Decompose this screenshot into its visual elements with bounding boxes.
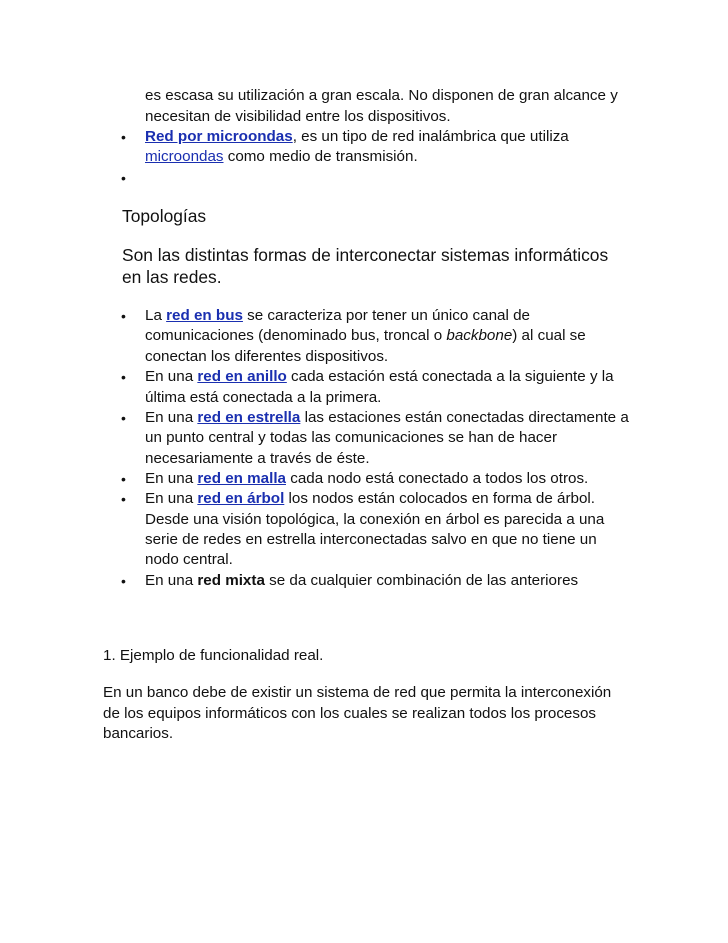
list-item-continuation: es escasa su utilización a gran escala. No disponen de gran alcance y — [145, 87, 618, 104]
link-red-en-bus[interactable]: red en bus — [166, 307, 243, 324]
list-item-anillo: En una red en anillo cada estación está conectada a la siguiente y la — [145, 368, 614, 385]
link-red-en-estrella[interactable]: red en estrella — [197, 409, 301, 426]
link-red-por-microondas[interactable]: Red por microondas — [145, 128, 293, 145]
list-item-bus: La red en bus se caracteriza por tener un único canal de — [145, 307, 530, 324]
section-heading-ejemplo: 1. Ejemplo de funcionalidad real. — [103, 647, 324, 664]
list-item-arbol-line2: Desde una visión topológica, la conexión en árbol es parecida a una — [145, 511, 605, 528]
list-item-arbol-line4: nodo central. — [145, 551, 233, 568]
list-item-bus-line3: conectan los diferentes dispositivos. — [145, 348, 389, 365]
bullet-icon: • — [121, 491, 126, 507]
list-item-estrella-line2: un punto central y todas las comunicaciones se han de hacer — [145, 429, 558, 446]
bullet-icon: • — [121, 129, 126, 145]
paragraph-ejemplo: En un banco debe de existir un sistema de red que permita la interconexión — [103, 684, 612, 701]
bullet-icon: • — [121, 308, 126, 324]
paragraph-ejemplo: de los equipos informáticos con los cuales se realizan todos los procesos — [103, 705, 597, 722]
list-item-mixta: En una red mixta se da cualquier combinación de las anteriores — [145, 572, 579, 589]
paragraph-ejemplo: bancarios. — [103, 725, 174, 742]
bullet-icon: • — [121, 471, 126, 487]
list-item-microwave: Red por microondas, es un tipo de red inalámbrica que utiliza — [145, 128, 569, 145]
bullet-icon: • — [121, 170, 126, 186]
link-red-en-malla[interactable]: red en malla — [197, 470, 286, 487]
section-heading-topologias: Topologías — [122, 206, 207, 226]
paragraph-intro: Son las distintas formas de interconectar sistemas informáticos — [122, 245, 609, 265]
list-item-continuation: necesitan de visibilidad entre los dispositivos. — [145, 108, 451, 125]
bullet-icon: • — [121, 573, 126, 589]
list-item-arbol: En una red en árbol los nodos están colocados en forma de árbol. — [145, 490, 595, 507]
bullet-icon: • — [121, 410, 126, 426]
list-item-estrella: En una red en estrella las estaciones están conectadas directamente a — [145, 409, 629, 426]
link-red-en-anillo[interactable]: red en anillo — [197, 368, 287, 385]
list-item-malla: En una red en malla cada nodo está conectado a todos los otros. — [145, 470, 589, 487]
link-microondas[interactable]: microondas — [145, 148, 224, 165]
list-item-arbol-line3: serie de redes en estrella interconectadas salvo en que no tiene un — [145, 531, 597, 548]
bullet-icon: • — [121, 369, 126, 385]
link-red-en-arbol[interactable]: red en árbol — [197, 490, 285, 507]
paragraph-intro: en las redes. — [122, 267, 222, 287]
list-item-microwave-line2: microondas como medio de transmisión. — [145, 148, 418, 165]
list-item-anillo-line2: última está conectada a la primera. — [145, 389, 382, 406]
list-item-bus-line2: comunicaciones (denominado bus, troncal o backbone) al cual se — [145, 327, 586, 344]
list-item-estrella-line3: necesariamente a través de éste. — [145, 450, 370, 467]
